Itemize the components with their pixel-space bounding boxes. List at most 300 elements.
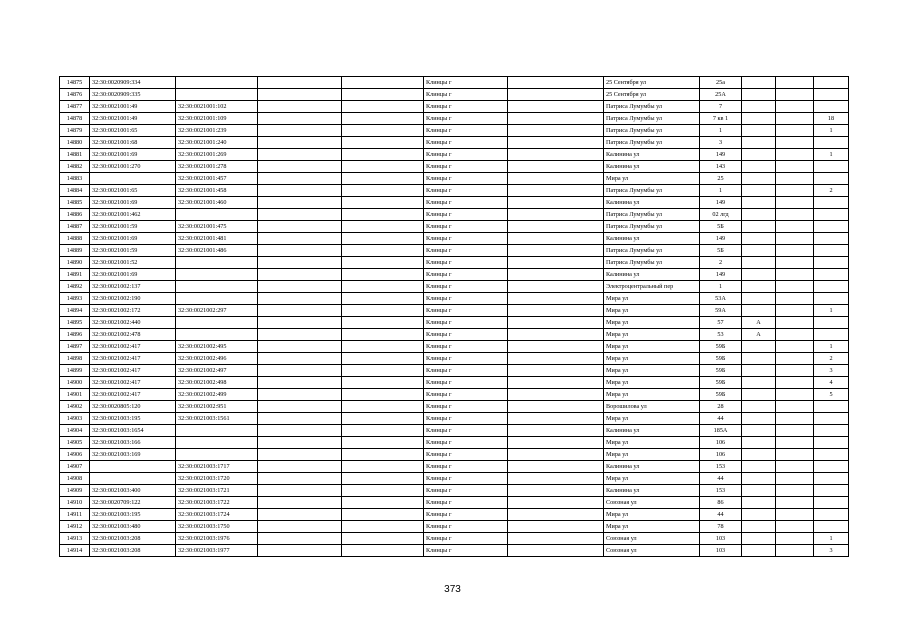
cell-building-cadastral-number: 32:30:0021001:486 xyxy=(176,245,258,257)
cell-col-4 xyxy=(258,245,342,257)
cell-house-number: 2 xyxy=(700,257,742,269)
cell-apartment: 5 xyxy=(814,389,849,401)
cell-col-7 xyxy=(508,149,604,161)
address-registry-table xyxy=(59,76,849,557)
cell-street: Мира ул xyxy=(604,341,700,353)
cell-letter xyxy=(742,545,776,557)
cell-city: Клинцы г xyxy=(424,221,508,233)
cell-col-5 xyxy=(342,125,424,137)
cell-building-cadastral-number xyxy=(176,269,258,281)
cell-land-cadastral-number: 32:30:0021003:166 xyxy=(90,437,176,449)
cell-col-7 xyxy=(508,101,604,113)
table-row xyxy=(60,257,849,269)
cell-col-5 xyxy=(342,221,424,233)
cell-building-cadastral-number: 32:30:0021002:495 xyxy=(176,341,258,353)
cell-house-number: 185А xyxy=(700,425,742,437)
cell-building-cadastral-number: 32:30:0021002:951 xyxy=(176,401,258,413)
cell-col-11 xyxy=(776,377,814,389)
cell-record-number: 14892 xyxy=(60,281,90,293)
cell-house-number: 44 xyxy=(700,509,742,521)
cell-city: Клинцы г xyxy=(424,89,508,101)
cell-col-7 xyxy=(508,509,604,521)
cell-building-cadastral-number xyxy=(176,257,258,269)
cell-col-11 xyxy=(776,305,814,317)
cell-col-5 xyxy=(342,209,424,221)
cell-col-7 xyxy=(508,425,604,437)
cell-letter xyxy=(742,101,776,113)
cell-letter xyxy=(742,113,776,125)
cell-col-7 xyxy=(508,449,604,461)
cell-record-number: 14910 xyxy=(60,497,90,509)
cell-col-5 xyxy=(342,161,424,173)
cell-col-5 xyxy=(342,281,424,293)
cell-letter xyxy=(742,233,776,245)
cell-land-cadastral-number: 32:30:0020909:334 xyxy=(90,77,176,89)
cell-street: 25 Сентября ул xyxy=(604,77,700,89)
cell-land-cadastral-number: 32:30:0021003:208 xyxy=(90,533,176,545)
cell-col-4 xyxy=(258,269,342,281)
cell-building-cadastral-number: 32:30:0021001:269 xyxy=(176,149,258,161)
cell-apartment: 1 xyxy=(814,533,849,545)
cell-col-11 xyxy=(776,461,814,473)
cell-col-4 xyxy=(258,413,342,425)
cell-street: Мира ул xyxy=(604,413,700,425)
table-row xyxy=(60,269,849,281)
cell-col-5 xyxy=(342,245,424,257)
cell-house-number: 149 xyxy=(700,269,742,281)
cell-col-5 xyxy=(342,185,424,197)
cell-street: Патриса Лумумбы ул xyxy=(604,209,700,221)
cell-record-number: 14912 xyxy=(60,521,90,533)
table-row xyxy=(60,185,849,197)
cell-building-cadastral-number xyxy=(176,329,258,341)
cell-land-cadastral-number: 32:30:0021001:65 xyxy=(90,125,176,137)
cell-city: Клинцы г xyxy=(424,377,508,389)
cell-land-cadastral-number: 32:30:0021001:69 xyxy=(90,197,176,209)
cell-letter xyxy=(742,293,776,305)
cell-col-4 xyxy=(258,329,342,341)
cell-building-cadastral-number: 32:30:0021001:240 xyxy=(176,137,258,149)
cell-land-cadastral-number: 32:30:0021003:195 xyxy=(90,509,176,521)
cell-city: Клинцы г xyxy=(424,245,508,257)
cell-letter xyxy=(742,89,776,101)
cell-street: Калинина ул xyxy=(604,485,700,497)
cell-apartment xyxy=(814,473,849,485)
cell-building-cadastral-number xyxy=(176,281,258,293)
cell-col-7 xyxy=(508,389,604,401)
cell-col-11 xyxy=(776,125,814,137)
cell-street: Патриса Лумумбы ул xyxy=(604,101,700,113)
cell-col-11 xyxy=(776,449,814,461)
table-row xyxy=(60,125,849,137)
cell-street: Электроцентральный пер xyxy=(604,281,700,293)
cell-apartment: 1 xyxy=(814,149,849,161)
cell-land-cadastral-number xyxy=(90,473,176,485)
cell-building-cadastral-number: 32:30:0021002:497 xyxy=(176,365,258,377)
cell-letter xyxy=(742,245,776,257)
cell-letter xyxy=(742,365,776,377)
cell-land-cadastral-number: 32:30:0021003:400 xyxy=(90,485,176,497)
cell-col-4 xyxy=(258,137,342,149)
cell-col-7 xyxy=(508,161,604,173)
cell-apartment xyxy=(814,209,849,221)
cell-record-number: 14909 xyxy=(60,485,90,497)
cell-city: Клинцы г xyxy=(424,353,508,365)
cell-col-11 xyxy=(776,137,814,149)
cell-house-number: 78 xyxy=(700,521,742,533)
cell-letter xyxy=(742,137,776,149)
cell-record-number: 14900 xyxy=(60,377,90,389)
cell-building-cadastral-number xyxy=(176,317,258,329)
cell-building-cadastral-number xyxy=(176,437,258,449)
table-row xyxy=(60,329,849,341)
cell-street: Калинина ул xyxy=(604,197,700,209)
cell-col-4 xyxy=(258,281,342,293)
cell-letter xyxy=(742,197,776,209)
cell-land-cadastral-number: 32:30:0021001:59 xyxy=(90,245,176,257)
cell-land-cadastral-number: 32:30:0021002:417 xyxy=(90,365,176,377)
cell-land-cadastral-number xyxy=(90,173,176,185)
cell-apartment xyxy=(814,401,849,413)
cell-land-cadastral-number: 32:30:0021001:462 xyxy=(90,209,176,221)
cell-city: Клинцы г xyxy=(424,485,508,497)
cell-col-4 xyxy=(258,449,342,461)
cell-house-number: 5Б xyxy=(700,245,742,257)
cell-land-cadastral-number: 32:30:0021003:480 xyxy=(90,521,176,533)
cell-house-number: 44 xyxy=(700,473,742,485)
cell-col-7 xyxy=(508,353,604,365)
cell-building-cadastral-number: 32:30:0021003:1750 xyxy=(176,521,258,533)
cell-apartment: 3 xyxy=(814,545,849,557)
cell-house-number: 149 xyxy=(700,149,742,161)
cell-col-5 xyxy=(342,413,424,425)
cell-city: Клинцы г xyxy=(424,173,508,185)
cell-street: Мира ул xyxy=(604,473,700,485)
cell-col-5 xyxy=(342,149,424,161)
cell-city: Клинцы г xyxy=(424,101,508,113)
cell-letter xyxy=(742,353,776,365)
cell-record-number: 14913 xyxy=(60,533,90,545)
cell-apartment xyxy=(814,293,849,305)
cell-house-number: 57 xyxy=(700,317,742,329)
cell-letter xyxy=(742,221,776,233)
cell-land-cadastral-number: 32:30:0021001:49 xyxy=(90,113,176,125)
cell-col-4 xyxy=(258,161,342,173)
cell-col-11 xyxy=(776,245,814,257)
cell-col-5 xyxy=(342,305,424,317)
cell-col-11 xyxy=(776,101,814,113)
cell-house-number: 44 xyxy=(700,413,742,425)
cell-letter xyxy=(742,341,776,353)
cell-house-number: 106 xyxy=(700,437,742,449)
cell-building-cadastral-number xyxy=(176,77,258,89)
cell-col-5 xyxy=(342,77,424,89)
cell-house-number: 25А xyxy=(700,89,742,101)
cell-apartment xyxy=(814,137,849,149)
cell-city: Клинцы г xyxy=(424,293,508,305)
cell-col-7 xyxy=(508,269,604,281)
cell-col-4 xyxy=(258,353,342,365)
cell-land-cadastral-number: 32:30:0021001:49 xyxy=(90,101,176,113)
cell-col-11 xyxy=(776,521,814,533)
cell-col-7 xyxy=(508,173,604,185)
cell-record-number: 14904 xyxy=(60,425,90,437)
cell-house-number: 53 xyxy=(700,329,742,341)
cell-letter xyxy=(742,185,776,197)
cell-house-number: 1 xyxy=(700,281,742,293)
cell-col-7 xyxy=(508,365,604,377)
cell-house-number: 59Б xyxy=(700,341,742,353)
cell-col-11 xyxy=(776,197,814,209)
cell-building-cadastral-number xyxy=(176,449,258,461)
cell-col-7 xyxy=(508,185,604,197)
cell-apartment: 3 xyxy=(814,365,849,377)
cell-house-number: 7 xyxy=(700,101,742,113)
cell-col-5 xyxy=(342,101,424,113)
cell-city: Клинцы г xyxy=(424,341,508,353)
cell-col-5 xyxy=(342,233,424,245)
cell-col-11 xyxy=(776,113,814,125)
table-row xyxy=(60,317,849,329)
cell-building-cadastral-number: 32:30:0021001:481 xyxy=(176,233,258,245)
cell-building-cadastral-number: 32:30:0021003:1720 xyxy=(176,473,258,485)
cell-apartment xyxy=(814,269,849,281)
cell-house-number: 28 xyxy=(700,401,742,413)
cell-col-4 xyxy=(258,305,342,317)
cell-col-4 xyxy=(258,473,342,485)
table-row xyxy=(60,89,849,101)
cell-col-4 xyxy=(258,257,342,269)
cell-letter xyxy=(742,389,776,401)
cell-house-number: 59А xyxy=(700,305,742,317)
cell-apartment xyxy=(814,461,849,473)
cell-col-11 xyxy=(776,473,814,485)
table-row xyxy=(60,377,849,389)
cell-land-cadastral-number: 32:30:0021002:137 xyxy=(90,281,176,293)
cell-col-4 xyxy=(258,77,342,89)
cell-land-cadastral-number xyxy=(90,461,176,473)
cell-house-number: 103 xyxy=(700,545,742,557)
cell-col-11 xyxy=(776,341,814,353)
table-row xyxy=(60,425,849,437)
cell-col-4 xyxy=(258,521,342,533)
cell-col-7 xyxy=(508,233,604,245)
cell-letter xyxy=(742,461,776,473)
cell-city: Клинцы г xyxy=(424,209,508,221)
cell-street: Калинина ул xyxy=(604,269,700,281)
cell-building-cadastral-number: 32:30:0021001:278 xyxy=(176,161,258,173)
cell-col-4 xyxy=(258,437,342,449)
cell-col-5 xyxy=(342,461,424,473)
table-row xyxy=(60,341,849,353)
cell-apartment xyxy=(814,281,849,293)
cell-letter xyxy=(742,281,776,293)
cell-record-number: 14895 xyxy=(60,317,90,329)
cell-apartment xyxy=(814,101,849,113)
cell-land-cadastral-number: 32:30:0021002:417 xyxy=(90,389,176,401)
table-row xyxy=(60,533,849,545)
cell-record-number: 14893 xyxy=(60,293,90,305)
cell-city: Клинцы г xyxy=(424,125,508,137)
cell-col-5 xyxy=(342,257,424,269)
cell-col-5 xyxy=(342,377,424,389)
cell-col-11 xyxy=(776,281,814,293)
cell-col-5 xyxy=(342,113,424,125)
cell-street: Мира ул xyxy=(604,329,700,341)
cell-building-cadastral-number: 32:30:0021001:458 xyxy=(176,185,258,197)
cell-letter xyxy=(742,377,776,389)
cell-apartment: 1 xyxy=(814,125,849,137)
cell-record-number: 14883 xyxy=(60,173,90,185)
cell-col-11 xyxy=(776,533,814,545)
cell-record-number: 14886 xyxy=(60,209,90,221)
table-row xyxy=(60,113,849,125)
cell-record-number: 14906 xyxy=(60,449,90,461)
cell-land-cadastral-number: 32:30:0021003:208 xyxy=(90,545,176,557)
table-row xyxy=(60,197,849,209)
cell-letter xyxy=(742,173,776,185)
cell-col-4 xyxy=(258,317,342,329)
cell-col-11 xyxy=(776,269,814,281)
cell-land-cadastral-number: 32:30:0021002:417 xyxy=(90,341,176,353)
cell-city: Клинцы г xyxy=(424,185,508,197)
cell-building-cadastral-number: 32:30:0021003:1721 xyxy=(176,485,258,497)
cell-street: Патриса Лумумбы ул xyxy=(604,221,700,233)
table-row xyxy=(60,461,849,473)
cell-building-cadastral-number: 32:30:0021003:1724 xyxy=(176,509,258,521)
cell-col-7 xyxy=(508,377,604,389)
cell-street: Мира ул xyxy=(604,449,700,461)
cell-building-cadastral-number xyxy=(176,89,258,101)
cell-col-7 xyxy=(508,341,604,353)
cell-record-number: 14879 xyxy=(60,125,90,137)
cell-apartment xyxy=(814,317,849,329)
cell-building-cadastral-number: 32:30:0021001:102 xyxy=(176,101,258,113)
cell-col-4 xyxy=(258,233,342,245)
cell-street: Калинина ул xyxy=(604,461,700,473)
cell-letter xyxy=(742,149,776,161)
cell-col-7 xyxy=(508,461,604,473)
cell-city: Клинцы г xyxy=(424,305,508,317)
cell-city: Клинцы г xyxy=(424,521,508,533)
cell-city: Клинцы г xyxy=(424,197,508,209)
table-row xyxy=(60,149,849,161)
cell-apartment xyxy=(814,245,849,257)
table-row xyxy=(60,401,849,413)
cell-land-cadastral-number: 32:30:0021003:195 xyxy=(90,413,176,425)
cell-col-5 xyxy=(342,449,424,461)
cell-street: Мира ул xyxy=(604,377,700,389)
cell-col-11 xyxy=(776,485,814,497)
cell-street: Мира ул xyxy=(604,437,700,449)
cell-col-11 xyxy=(776,149,814,161)
cell-col-7 xyxy=(508,209,604,221)
cell-col-7 xyxy=(508,521,604,533)
cell-col-5 xyxy=(342,317,424,329)
cell-col-4 xyxy=(258,101,342,113)
cell-letter xyxy=(742,533,776,545)
cell-col-7 xyxy=(508,473,604,485)
cell-city: Клинцы г xyxy=(424,113,508,125)
cell-col-7 xyxy=(508,545,604,557)
cell-col-4 xyxy=(258,197,342,209)
cell-col-7 xyxy=(508,89,604,101)
cell-col-7 xyxy=(508,257,604,269)
cell-col-4 xyxy=(258,389,342,401)
table-row xyxy=(60,173,849,185)
registry-table-body xyxy=(60,77,849,557)
cell-city: Клинцы г xyxy=(424,497,508,509)
cell-street: Мира ул xyxy=(604,509,700,521)
cell-land-cadastral-number: 32:30:0021002:478 xyxy=(90,329,176,341)
cell-col-11 xyxy=(776,293,814,305)
cell-street: Союзная ул xyxy=(604,497,700,509)
cell-record-number: 14875 xyxy=(60,77,90,89)
table-row xyxy=(60,245,849,257)
cell-building-cadastral-number: 32:30:0021001:239 xyxy=(176,125,258,137)
cell-col-7 xyxy=(508,305,604,317)
cell-record-number: 14885 xyxy=(60,197,90,209)
cell-building-cadastral-number: 32:30:0021003:1977 xyxy=(176,545,258,557)
cell-house-number: 86 xyxy=(700,497,742,509)
cell-col-5 xyxy=(342,353,424,365)
cell-col-11 xyxy=(776,401,814,413)
cell-street: Мира ул xyxy=(604,521,700,533)
cell-city: Клинцы г xyxy=(424,281,508,293)
cell-building-cadastral-number xyxy=(176,209,258,221)
cell-house-number: 3 xyxy=(700,137,742,149)
cell-col-4 xyxy=(258,497,342,509)
cell-building-cadastral-number: 32:30:0021003:1722 xyxy=(176,497,258,509)
cell-house-number: 149 xyxy=(700,233,742,245)
cell-apartment xyxy=(814,449,849,461)
cell-house-number: 5Б xyxy=(700,221,742,233)
cell-apartment xyxy=(814,485,849,497)
cell-record-number: 14901 xyxy=(60,389,90,401)
cell-col-7 xyxy=(508,137,604,149)
cell-col-4 xyxy=(258,509,342,521)
cell-land-cadastral-number: 32:30:0021003:169 xyxy=(90,449,176,461)
cell-street: Патриса Лумумбы ул xyxy=(604,125,700,137)
cell-house-number: 59Б xyxy=(700,377,742,389)
cell-letter xyxy=(742,257,776,269)
cell-record-number: 14902 xyxy=(60,401,90,413)
cell-letter xyxy=(742,509,776,521)
cell-house-number: 153 xyxy=(700,461,742,473)
cell-letter: А xyxy=(742,329,776,341)
cell-city: Клинцы г xyxy=(424,329,508,341)
cell-house-number: 02 лгд xyxy=(700,209,742,221)
cell-record-number: 14877 xyxy=(60,101,90,113)
cell-house-number: 25 xyxy=(700,173,742,185)
cell-apartment: 1 xyxy=(814,341,849,353)
table-row xyxy=(60,233,849,245)
cell-col-5 xyxy=(342,533,424,545)
cell-house-number: 59Б xyxy=(700,365,742,377)
cell-record-number: 14905 xyxy=(60,437,90,449)
cell-apartment xyxy=(814,221,849,233)
cell-col-11 xyxy=(776,221,814,233)
cell-col-11 xyxy=(776,389,814,401)
cell-apartment xyxy=(814,413,849,425)
cell-apartment: 4 xyxy=(814,377,849,389)
table-row xyxy=(60,413,849,425)
cell-col-4 xyxy=(258,89,342,101)
cell-apartment xyxy=(814,509,849,521)
cell-land-cadastral-number: 32:30:0021001:68 xyxy=(90,137,176,149)
cell-col-11 xyxy=(776,77,814,89)
cell-col-5 xyxy=(342,485,424,497)
